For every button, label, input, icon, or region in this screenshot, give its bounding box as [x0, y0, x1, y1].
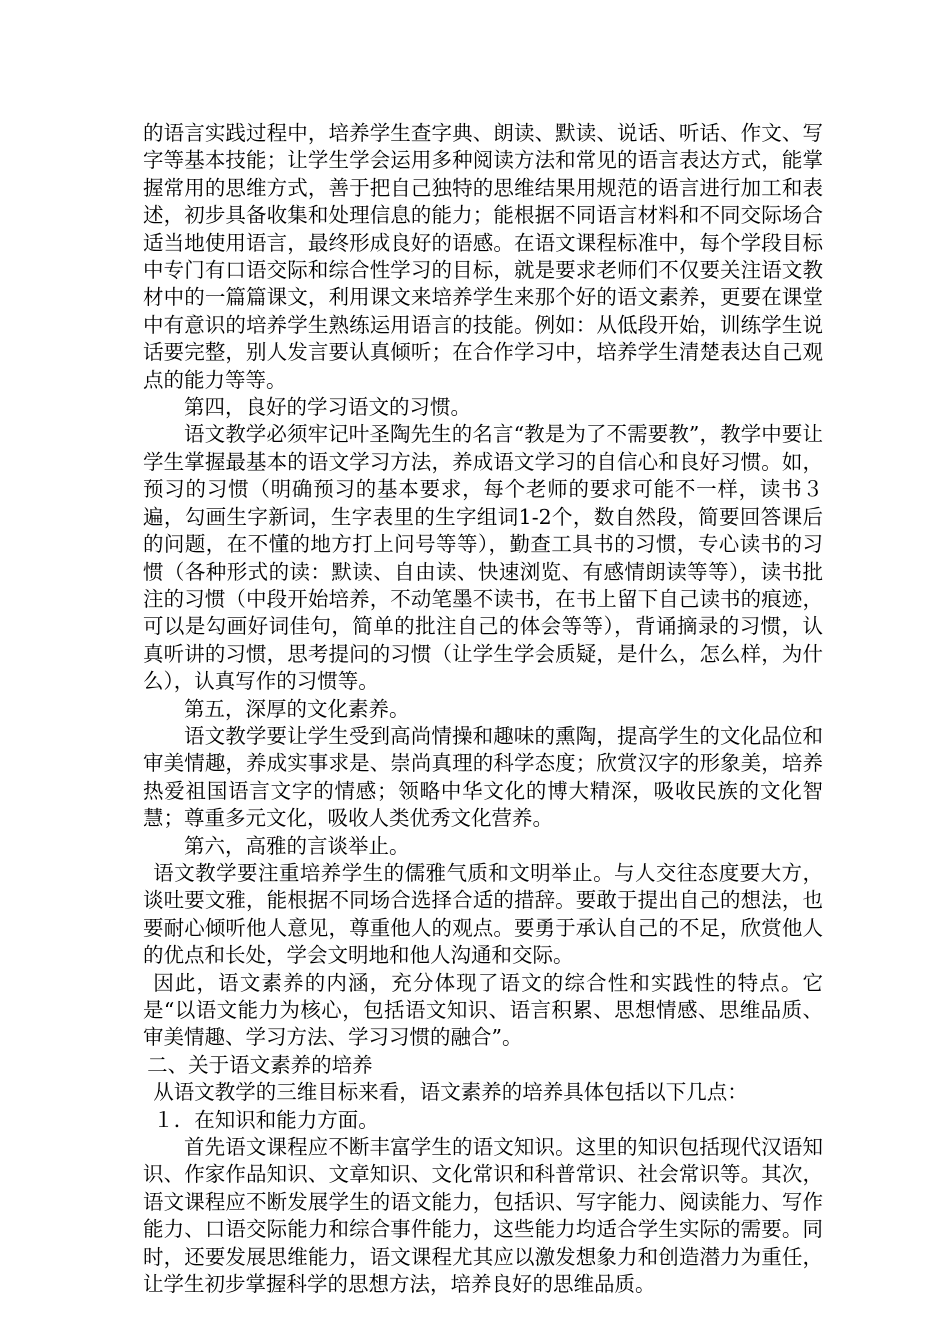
heading-knowledge-ability: １．在知识和能力方面。 [153, 1107, 379, 1132]
paragraph-conclusion: 因此，语文素养的内涵，充分体现了语文的综合性和实践性的特点。它是“以语文能力为核心，包括语文知识、语言积累、思想情感、思维品质、审美情趣、学习方法、学习习惯的融合”。 [143, 970, 823, 1050]
heading-section-two: 二、关于语文素养的培养 [147, 1052, 373, 1077]
paragraph-manners: 语文教学要注重培养学生的儒雅气质和文明举止。与人交往态度要大方，谈吐要文雅，能根据不同场合选择合适的措辞。要敢于提出自己的想法，也要耐心倾听他人意见，尊重他人的观点。要勇于承认自己的不足，欣赏他人的优点和长处，学会文明地和他人沟通和交际。 [143, 860, 823, 968]
heading-fourth-habits: 第四，良好的学习语文的习惯。 [184, 395, 471, 420]
paragraph-habits: 语文教学必须牢记叶圣陶先生的名言“教是为了不需要教”，教学中要让学生掌握最基本的语文学习方法，养成语文学习的自信心和良好习惯。如，预习的习惯（明确预习的基本要求，每个老师的要求可能不一样，读书３遍，勾画生字新词，生字表里的生字组词1-2个，数自然段，简要回答课后的问题，在不懂的地方打上问号等等），勤查工具书的习惯，专心读书的习惯（各种形式的读：默读、自由读、快速浏览、有感情朗读等等），读书批注的习惯（中段开始培养，不动笔墨不读书，在书上留下自己读书的痕迹，可以是勾画好词佳句，简单的批注自己的体会等等），背诵摘录的习惯，认真听讲的习惯，思考提问的习惯（让学生学会质疑，是什么，怎么样，为什么），认真写作的习惯等。 [143, 422, 823, 694]
paragraph-knowledge-ability: 首先语文课程应不断丰富学生的语文知识。这里的知识包括现代汉语知识、作家作品知识、文章知识、文化常识和科普常识、社会常识等。其次，语文课程应不断发展学生的语文能力，包括识、写字能力、阅读能力、写作能力、口语交际能力和综合事件能力，这些能力均适合学生实际的需要。同时，还要发展思维能力，语文课程尤其应以激发想象力和创造潜力为重任，让学生初步掌握科学的思想方法，培养良好的思维品质。 [143, 1135, 823, 1297]
heading-fifth-culture: 第五，深厚的文化素养。 [184, 696, 410, 721]
paragraph-culture: 语文教学要让学生受到高尚情操和趣味的熏陶，提高学生的文化品位和审美情趣，养成实事求是、崇尚真理的科学态度；欣赏汉字的形象美，培养热爱祖国语言文字的情感；领略中华文化的博大精深，吸收民族的文化智慧；尊重多元文化，吸收人类优秀文化营养。 [143, 723, 823, 831]
paragraph-intro-continuation: 的语言实践过程中，培养学生查字典、朗读、默读、说话、听话、作文、写字等基本技能；让学生学会运用多种阅读方法和常见的语言表达方式，能掌握常用的思维方式，善于把自己独特的思维结果用规范的语言进行加工和表述，初步具备收集和处理信息的能力；能根据不同语言材料和不同交际场合适当地使用语言，最终形成良好的语感。在语文课程标准中，每个学段目标中专门有口语交际和综合性学习的目标，就是要求老师们不仅要关注语文教材中的一篇篇课文，利用课文来培养学生来那个好的语文素养，更要在课堂中有意识的培养学生熟练运用语言的技能。例如：从低段开始，训练学生说话要完整，别人发言要认真倾听；在合作学习中，培养学生清楚表达自己观点的能力等等。 [143, 121, 823, 392]
document-page [143, 120, 823, 1298]
paragraph-three-dimensions: 从语文教学的三维目标来看，语文素养的培养具体包括以下几点： [153, 1080, 748, 1105]
heading-sixth-manners: 第六，高雅的言谈举止。 [184, 833, 410, 858]
